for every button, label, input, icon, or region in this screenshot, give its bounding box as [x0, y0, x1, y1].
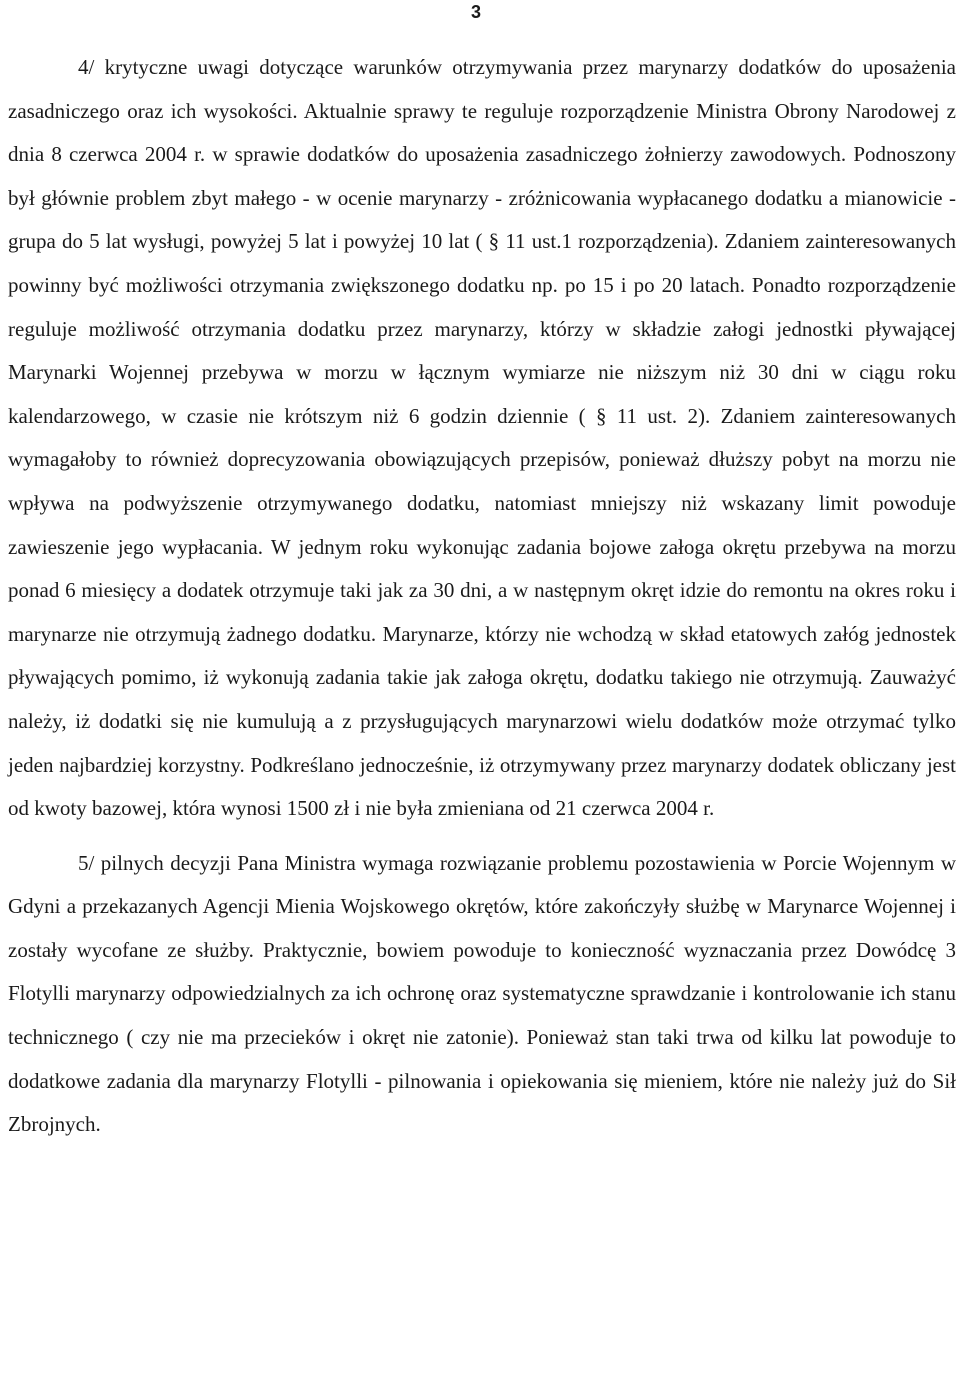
- paragraph-item-5: 5/ pilnych decyzji Pana Ministra wymaga rozwiązanie problemu pozostawienia w Porcie Wojennym w Gdyni a przekazanych Agencji Mienia Wojskowego okrętów, które zakończyły służbę w Marynarce Wojennej i zostały wycofane ze służby. Praktycznie, bowiem powoduje to konieczność wyznaczania przez Dowódcę 3 Flotylli marynarzy odpowiedzialnych za ich ochronę oraz systematyczne sprawdzanie i kontrolowanie ich stanu technicznego ( czy nie ma przecieków i okręt nie zatonie). Ponieważ stan taki trwa od kilku lat powoduje to dodatkowe zadania dla marynarzy Flotylli - pilnowania i opiekowania się mieniem, które nie należy już do Sił Zbrojnych.: [8, 850, 956, 1137]
- page-number: 3: [471, 2, 482, 22]
- paragraph-item-4: 4/ krytyczne uwagi dotyczące warunków otrzymywania przez marynarzy dodatków do uposażenia zasadniczego oraz ich wysokości. Aktualnie sprawy te reguluje rozporządzenie Ministra Obrony Narodowej z dnia 8 czerwca 2004 r. w sprawie dodatków do uposażenia zasadniczego żołnierzy zawodowych. Podnoszony był głównie problem zbyt małego - w ocenie marynarzy - zróżnicowania wypłacanego dodatku a mianowicie - grupa do 5 lat wysługi, powyżej 5 lat i powyżej 10 lat ( § 11 ust.1 rozporządzenia). Zdaniem zainteresowanych powinny być możliwości otrzymania zwiększonego dodatku np. po 15 i po 20 latach. Ponadto rozporządzenie reguluje możliwość otrzymania dodatku przez marynarzy, którzy w składzie załogi jednostki pływającej Marynarki Wojennej przebywa w morzu w łącznym wymiarze nie niższym niż 30 dni w ciągu roku kalendarzowego, w czasie nie krótszym niż 6 godzin dziennie ( § 11 ust. 2). Zdaniem zainteresowanych wymagałoby to również doprecyzowania obowiązujących przepisów, ponieważ dłuższy pobyt na morzu nie wpływa na podwyższenie otrzymywanego dodatku, natomiast mniejszy niż wskazany limit powoduje zawieszenie jego wypłacania. W jednym roku wykonując zadania bojowe załoga okrętu przebywa na morzu ponad 6 miesięcy a dodatek otrzymuje taki jak za 30 dni, a w następnym okręt idzie do remontu na okres roku i marynarze nie otrzymują żadnego dodatku. Marynarze, którzy nie wchodzą w skład etatowych załóg jednostek pływających pomimo, iż wykonują zadania takie jak załoga okrętu, dodatku takiego nie otrzymują. Zauważyć należy, iż dodatki się nie kumulują a z przysługujących marynarzowi wielu dodatków może otrzymać tylko jeden najbardziej korzystny. Podkreślano jednocześnie, iż otrzymywany przez marynarzy dodatek obliczany jest od kwoty bazowej, która wynosi 1500 zł i nie była zmieniana od 21 czerwca 2004 r.: [8, 55, 956, 821]
- document-body: [8, 46, 956, 1147]
